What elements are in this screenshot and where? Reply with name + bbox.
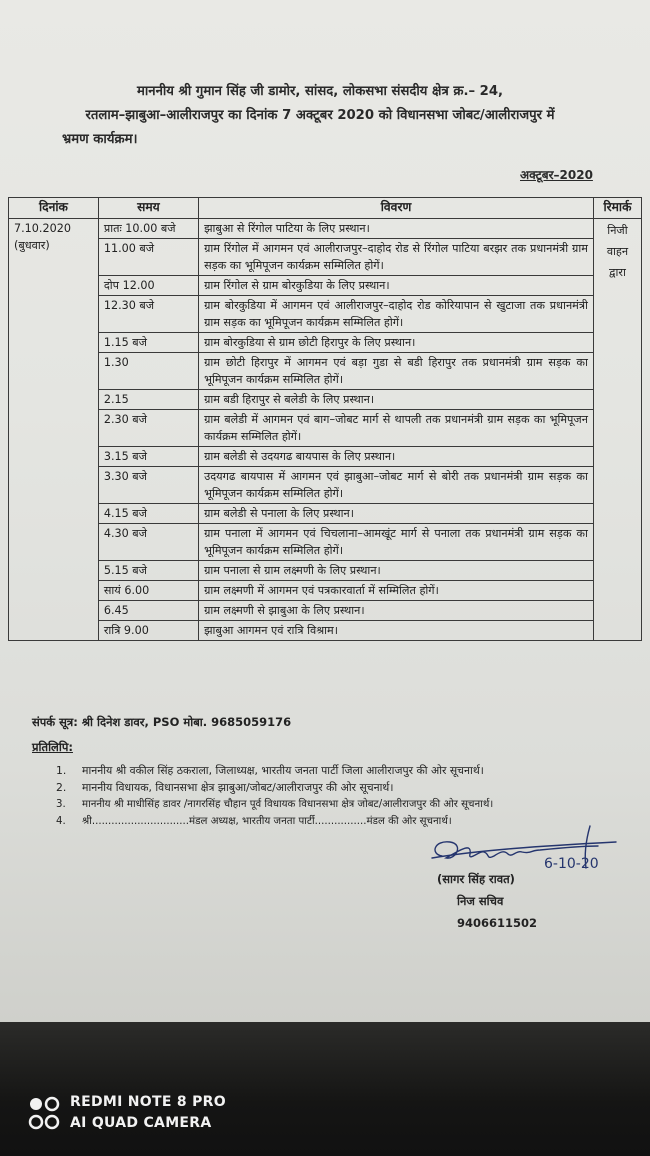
table-row — [9, 561, 642, 581]
day-value: (बुधवार) — [14, 239, 50, 252]
handwritten-signature — [420, 820, 640, 880]
watermark-line-2: AI QUAD CAMERA — [70, 1115, 212, 1131]
time-cell: 4.15 बजे — [98, 504, 198, 524]
header-description: विवरण — [199, 198, 594, 219]
signer-role: निज सचिव — [457, 894, 504, 908]
table-row — [9, 333, 642, 353]
description-cell: झाबुआ आगमन एवं रात्रि विश्राम। — [199, 621, 594, 641]
list-item — [56, 762, 636, 779]
list-number: 1. — [56, 764, 67, 777]
table-row — [9, 296, 642, 333]
table-row — [9, 581, 642, 601]
time-cell: रात्रि 9.00 — [98, 621, 198, 641]
table-row — [9, 219, 642, 239]
list-text: माननीय श्री माधीसिंह डावर /नागरसिंह चौहान पूर्व विधायक विधानसभा क्षेत्र जोबट/आलीराजपुर की ओर सूचनार्थ। — [82, 799, 494, 810]
time-cell: 11.00 बजे — [98, 239, 198, 276]
table-row — [9, 410, 642, 447]
handwritten-date: 6-10-20 — [544, 856, 599, 872]
list-number: 2. — [56, 781, 67, 794]
description-cell: ग्राम बोरकुडिया से ग्राम छोटी हिरापुर के लिए प्रस्थान। — [199, 333, 594, 353]
description-cell: ग्राम बलेडी में आगमन एवं बाग–जोबट मार्ग से थापली तक प्रधानमंत्री ग्राम सड़क का भूमिपूजन कार्यक्रम सम्मिलित होगें। — [199, 410, 594, 447]
list-item — [56, 779, 636, 796]
description-cell: ग्राम बलेडी से पनाला के लिए प्रस्थान। — [199, 504, 594, 524]
description-cell: ग्राम लक्ष्मणी से झाबुआ के लिए प्रस्थान। — [199, 601, 594, 621]
list-number: 4. — [56, 816, 66, 827]
header-time: समय — [98, 198, 198, 219]
date-cell — [9, 219, 99, 641]
time-cell: प्रातः 10.00 बजे — [98, 219, 198, 239]
table-row — [9, 504, 642, 524]
table-row — [9, 601, 642, 621]
remark-text: द्वारा — [609, 266, 626, 279]
list-item — [56, 796, 636, 813]
signer-phone: 9406611502 — [457, 916, 538, 930]
watermark-line-1: REDMI NOTE 8 PRO — [70, 1094, 226, 1110]
time-cell: 2.15 — [98, 390, 198, 410]
table-row — [9, 621, 642, 641]
remark-cell — [593, 219, 641, 641]
time-cell: दोप 12.00 — [98, 276, 198, 296]
time-cell: 3.30 बजे — [98, 467, 198, 504]
time-cell: 6.45 — [98, 601, 198, 621]
time-cell: 4.30 बजे — [98, 524, 198, 561]
signature-block — [420, 820, 640, 930]
description-cell: ग्राम पनाला से ग्राम लक्ष्मणी के लिए प्रस्थान। — [199, 561, 594, 581]
description-cell: ग्राम लक्ष्मणी में आगमन एवं पत्रकारवार्ता में सम्मिलित होगें। — [199, 581, 594, 601]
header-line-1: माननीय श्री गुमान सिंह जी डामोर, सांसद, लोकसभा संसदीय क्षेत्र क्र.– 24, — [136, 84, 504, 99]
table-row — [9, 390, 642, 410]
table-row — [9, 353, 642, 390]
table-row — [9, 276, 642, 296]
table-header-row — [9, 198, 642, 219]
list-text: माननीय विधायक, विधानसभा क्षेत्र झाबुआ/जोबट/आलीराजपुर की ओर सूचनार्थ। — [82, 781, 394, 794]
photo-background — [0, 1022, 650, 1156]
list-text: श्री..............................मंडल अध्यक्ष, भारतीय जनता पार्टी................मंडल की ओर सूचनार्थ। — [82, 816, 452, 827]
document-header — [20, 80, 620, 152]
description-cell: झाबुआ से रिंगोल पाटिया के लिए प्रस्थान। — [199, 219, 594, 239]
copy-title: प्रतिलिपि: — [32, 740, 73, 754]
list-text: माननीय श्री वकील सिंह ठकराला, जिलाध्यक्ष, भारतीय जनता पार्टी जिला आलीराजपुर की ओर सूचनार्थ। — [82, 764, 484, 777]
remark-text: निजी — [607, 224, 628, 237]
description-cell: ग्राम बलेडी से उदयगढ बायपास के लिए प्रस्थान। — [199, 447, 594, 467]
remark-text: वाहन — [606, 245, 629, 258]
header-line-3: भ्रमण कार्यक्रम। — [62, 132, 138, 147]
table-row — [9, 524, 642, 561]
signer-name: (सागर सिंह रावत) — [437, 872, 515, 886]
description-cell: ग्राम पनाला में आगमन एवं चिचलाना–आमखूंट मार्ग से पनाला तक प्रधानमंत्री ग्राम सड़क का भूमिपूजन कार्यक्रम सम्मिलित होगें। — [199, 524, 594, 561]
table-row — [9, 447, 642, 467]
time-cell: 5.15 बजे — [98, 561, 198, 581]
list-number: 3. — [56, 799, 66, 810]
header-date: दिनांक — [9, 198, 99, 219]
time-cell: 2.30 बजे — [98, 410, 198, 447]
table-row — [9, 239, 642, 276]
time-cell: 1.30 — [98, 353, 198, 390]
contact-info: संपर्क सूत्र: श्री दिनेश डावर, PSO मोबा. 9685059176 — [32, 715, 292, 729]
time-cell: 1.15 बजे — [98, 333, 198, 353]
description-cell: उदयगढ बायपास में आगमन एवं झाबुआ–जोबट मार्ग से बोरी तक प्रधानमंत्री ग्राम सड़क का भूमिपूजन कार्यक्रम सम्मिलित होगें। — [199, 467, 594, 504]
camera-logo-icon — [28, 1094, 62, 1132]
description-cell: ग्राम रिंगोल में आगमन एवं आलीराजपुर–दाहोद रोड से रिंगोल पाटिया बरझर तक प्रधानमंत्री ग्राम सड़क का भूमिपूजन कार्यक्रम सम्मिलित होगें। — [199, 239, 594, 276]
description-cell: ग्राम रिंगोल से ग्राम बोरकुडिया के लिए प्रस्थान। — [199, 276, 594, 296]
header-remark: रिमार्क — [593, 198, 641, 219]
month-label: अक्टूबर–2020 — [520, 168, 593, 182]
schedule-table — [8, 197, 642, 641]
time-cell: 3.15 बजे — [98, 447, 198, 467]
date-value: 7.10.2020 — [14, 222, 71, 235]
description-cell: ग्राम छोटी हिरापुर में आगमन एवं बड़ा गुडा से बडी हिरापुर तक प्रधानमंत्री ग्राम सड़क का भूमिपूजन कार्यक्रम सम्मिलित होगें। — [199, 353, 594, 390]
table-row — [9, 467, 642, 504]
time-cell: सायं 6.00 — [98, 581, 198, 601]
header-line-2: रतलाम–झाबुआ–आलीराजपुर का दिनांक 7 अक्टूबर 2020 को विधानसभा जोबट/आलीराजपुर में — [85, 108, 555, 123]
description-cell: ग्राम बडी हिरापुर से बलेडी के लिए प्रस्थान। — [199, 390, 594, 410]
time-cell: 12.30 बजे — [98, 296, 198, 333]
description-cell: ग्राम बोरकुडिया में आगमन एवं आलीराजपुर–दाहोद रोड कोरियापान से खुटाजा तक प्रधानमंत्री ग्राम सड़क का भूमिपूजन कार्यक्रम सम्मिलित होगें। — [199, 296, 594, 333]
